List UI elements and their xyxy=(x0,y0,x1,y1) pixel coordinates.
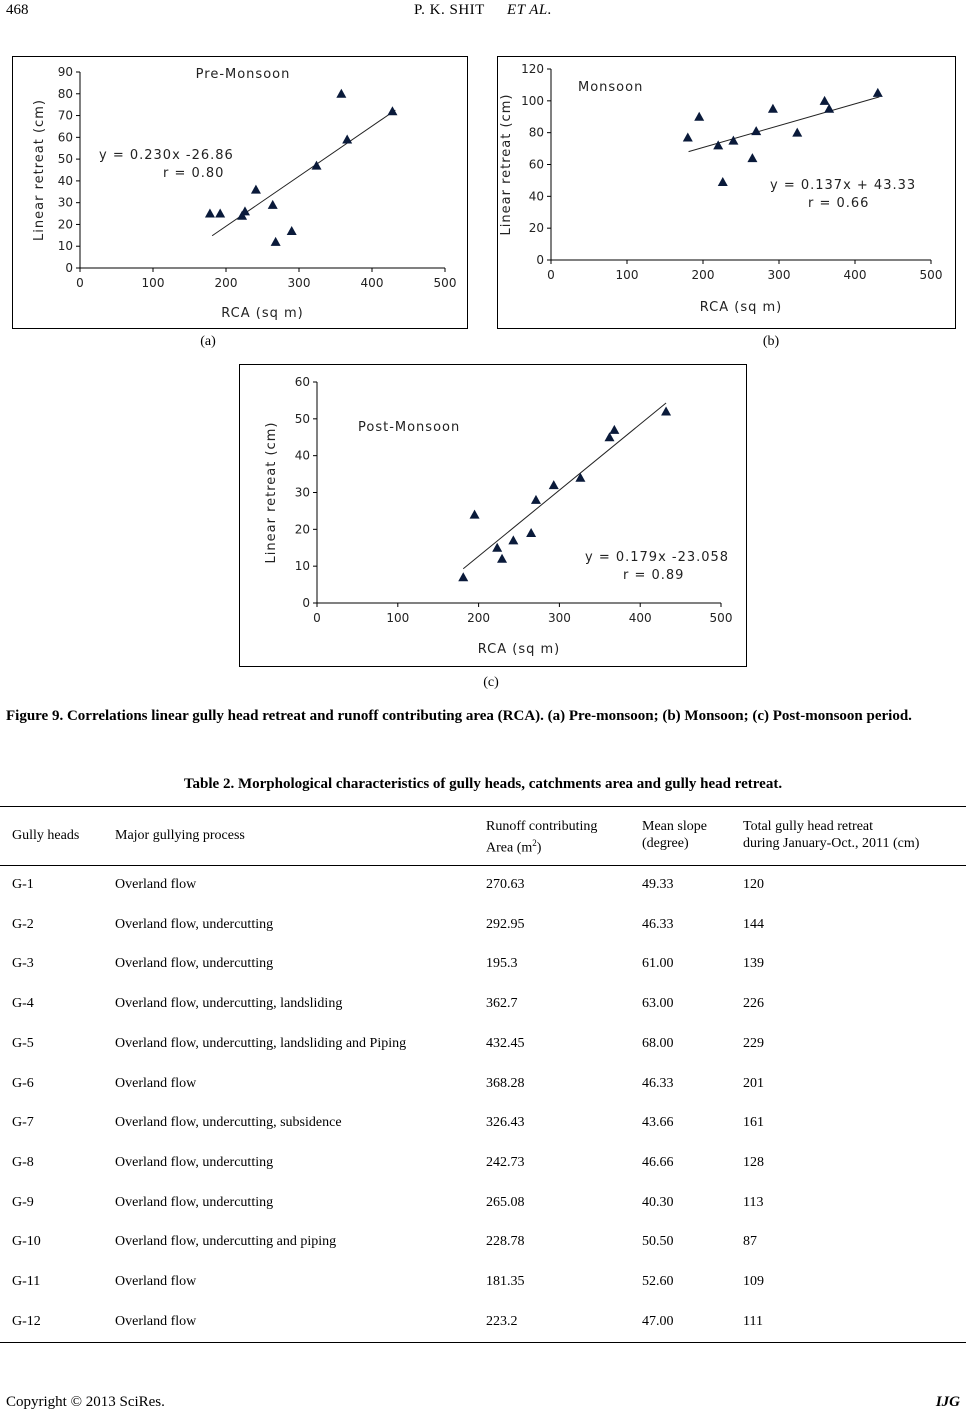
x-tick-label: 500 xyxy=(919,268,943,282)
x-tick-label: 100 xyxy=(615,268,639,282)
chart-monsoon xyxy=(497,56,956,329)
chart-title: Post-Monsoon xyxy=(358,420,461,435)
cell-runoff-area: 223.2 xyxy=(486,1313,518,1329)
data-point xyxy=(387,106,397,115)
cell-gully-head: G-4 xyxy=(12,996,34,1012)
y-tick-label: 0 xyxy=(65,261,73,275)
table-bottom-rule xyxy=(0,1342,966,1343)
cell-runoff-area: 242.73 xyxy=(486,1154,525,1170)
cell-gully-head: G-11 xyxy=(12,1274,41,1289)
cell-gully-head: G-10 xyxy=(12,1234,41,1250)
data-point xyxy=(792,128,802,137)
panel-label-b: (b) xyxy=(762,334,780,349)
y-tick-label: 30 xyxy=(57,195,73,210)
cell-process: Overland flow xyxy=(115,1075,197,1091)
cell-mean-slope: 46.33 xyxy=(642,1075,674,1091)
y-tick-label: 80 xyxy=(57,86,73,101)
y-tick-label: 10 xyxy=(294,559,310,574)
cell-total-retreat: 161 xyxy=(743,1115,764,1131)
y-tick-label: 50 xyxy=(294,411,310,426)
x-tick-label: 300 xyxy=(767,268,791,282)
data-point xyxy=(609,425,619,434)
y-tick-label: 70 xyxy=(57,108,73,123)
cell-gully-head: G-7 xyxy=(12,1115,34,1131)
x-tick-label: 0 xyxy=(547,268,555,282)
x-tick-label: 300 xyxy=(287,276,311,290)
header-authors: P. K. SHIT xyxy=(413,2,485,18)
data-point xyxy=(271,237,281,246)
correlation-coefficient: r = 0.80 xyxy=(163,166,225,181)
cell-runoff-area: 368.28 xyxy=(486,1075,525,1091)
cell-gully-head: G-6 xyxy=(12,1075,34,1091)
data-point xyxy=(336,89,346,98)
data-point xyxy=(497,554,507,563)
cell-runoff-area: 326.43 xyxy=(486,1115,525,1131)
morphology-table xyxy=(0,806,966,1346)
header-runoff-line1: Runoff contributing xyxy=(486,819,598,834)
cell-total-retreat: 113 xyxy=(743,1194,764,1210)
cell-process: Overland flow, undercutting xyxy=(115,956,274,972)
data-point xyxy=(342,135,352,144)
chart-post-monsoon-svg xyxy=(240,365,746,666)
chart-pre-monsoon-svg xyxy=(13,57,467,328)
cell-process: Overland flow, undercutting and piping xyxy=(115,1234,337,1250)
cell-total-retreat: 128 xyxy=(743,1154,764,1170)
chart-monsoon-svg xyxy=(498,57,955,328)
cell-process: Overland flow, undercutting xyxy=(115,1194,274,1210)
footer-copyright: Copyright © 2013 SciRes. xyxy=(6,1394,165,1410)
y-tick-label: 80 xyxy=(528,125,544,140)
x-tick-label: 200 xyxy=(691,268,715,282)
data-point xyxy=(531,495,541,504)
y-tick-label: 20 xyxy=(528,221,544,236)
cell-runoff-area: 181.35 xyxy=(486,1274,525,1289)
cell-runoff-area: 195.3 xyxy=(486,956,518,972)
cell-gully-head: G-2 xyxy=(12,916,34,932)
y-tick-label: 50 xyxy=(57,152,73,167)
cell-process: Overland flow xyxy=(115,1313,197,1329)
y-axis-label: Linear retreat (cm) xyxy=(32,99,47,241)
x-axis-label: RCA (sq m) xyxy=(221,306,304,321)
data-point xyxy=(747,153,757,162)
header-runoff-area xyxy=(486,818,597,857)
x-tick-label: 200 xyxy=(214,276,238,290)
trendline xyxy=(463,403,666,569)
footer-journal: IJG xyxy=(935,1394,960,1410)
cell-mean-slope: 61.00 xyxy=(642,956,674,972)
data-point xyxy=(575,473,585,482)
cell-mean-slope: 43.66 xyxy=(642,1115,674,1131)
header-mean-slope xyxy=(642,818,707,852)
chart-title: Pre-Monsoon xyxy=(195,67,291,82)
x-tick-label: 300 xyxy=(547,611,571,625)
header-process: Major gullying process xyxy=(115,828,245,843)
x-tick-label: 400 xyxy=(628,611,652,625)
cell-mean-slope: 52.60 xyxy=(642,1274,674,1289)
header-retreat-line2: during January-Oct., 2011 (cm) xyxy=(743,836,920,851)
x-tick-label: 400 xyxy=(843,268,867,282)
cell-runoff-area: 292.95 xyxy=(486,916,525,932)
data-point xyxy=(873,88,883,97)
cell-gully-head: G-3 xyxy=(12,956,34,972)
data-point xyxy=(824,104,834,113)
cell-runoff-area: 228.78 xyxy=(486,1234,525,1250)
cell-mean-slope: 46.66 xyxy=(642,1154,674,1170)
y-tick-label: 120 xyxy=(521,62,544,76)
cell-process: Overland flow xyxy=(115,1274,197,1289)
data-point xyxy=(718,177,728,186)
y-tick-label: 60 xyxy=(57,130,73,145)
table-header-rule xyxy=(0,865,966,866)
x-tick-label: 100 xyxy=(141,276,165,290)
cell-runoff-area: 270.63 xyxy=(486,877,525,892)
x-tick-label: 400 xyxy=(360,276,384,290)
data-point xyxy=(508,535,518,544)
chart-pre-monsoon xyxy=(12,56,468,329)
cell-gully-head: G-5 xyxy=(12,1035,34,1051)
cell-total-retreat: 139 xyxy=(743,956,764,972)
cell-process: Overland flow, undercutting xyxy=(115,1154,274,1170)
data-point xyxy=(251,185,261,194)
cell-mean-slope: 40.30 xyxy=(642,1194,674,1210)
data-point xyxy=(768,104,778,113)
cell-process: Overland flow, undercutting xyxy=(115,916,274,932)
cell-total-retreat: 144 xyxy=(743,916,764,932)
cell-total-retreat: 111 xyxy=(743,1313,763,1329)
cell-gully-head: G-12 xyxy=(12,1313,41,1329)
regression-equation: y = 0.230x -26.86 xyxy=(99,148,234,163)
y-tick-label: 20 xyxy=(57,217,73,232)
table-top-rule xyxy=(0,806,966,807)
cell-mean-slope: 63.00 xyxy=(642,996,674,1012)
header-runoff-line2a: Area (m xyxy=(486,840,533,856)
data-point xyxy=(661,406,671,415)
x-tick-label: 500 xyxy=(709,611,733,625)
table-title: Table 2. Morphological characteristics of gully heads, catchments area and gully head retreat. xyxy=(183,776,783,792)
y-tick-label: 60 xyxy=(294,375,310,389)
header-runoff-line2b: ) xyxy=(536,840,542,856)
cell-gully-head: G-9 xyxy=(12,1194,34,1210)
cell-mean-slope: 49.33 xyxy=(642,877,674,892)
data-point xyxy=(205,209,215,218)
cell-total-retreat: 229 xyxy=(743,1035,764,1051)
y-tick-label: 30 xyxy=(294,485,310,500)
y-tick-label: 40 xyxy=(294,448,310,463)
cell-runoff-area: 362.7 xyxy=(486,996,518,1012)
cell-gully-head: G-1 xyxy=(12,877,34,892)
x-tick-label: 0 xyxy=(313,611,321,625)
correlation-coefficient: r = 0.89 xyxy=(623,568,685,583)
x-axis-label: RCA (sq m) xyxy=(477,642,561,657)
cell-mean-slope: 47.00 xyxy=(642,1313,674,1329)
x-tick-label: 500 xyxy=(433,276,457,290)
cell-gully-head: G-8 xyxy=(12,1154,34,1170)
cell-total-retreat: 109 xyxy=(743,1274,764,1289)
cell-mean-slope: 50.50 xyxy=(642,1234,674,1250)
data-point xyxy=(526,528,536,537)
page-number: 468 xyxy=(6,2,29,18)
header-retreat-line1: Total gully head retreat xyxy=(743,819,874,834)
y-tick-label: 60 xyxy=(528,157,544,172)
y-tick-label: 20 xyxy=(294,522,310,537)
x-tick-label: 0 xyxy=(76,276,84,290)
chart-title: Monsoon xyxy=(578,80,644,95)
y-tick-label: 0 xyxy=(302,596,310,610)
data-point xyxy=(683,132,693,141)
cell-total-retreat: 87 xyxy=(743,1234,757,1250)
cell-mean-slope: 46.33 xyxy=(642,916,674,932)
regression-equation: y = 0.179x -23.058 xyxy=(585,550,730,565)
data-point xyxy=(458,572,468,581)
panel-label-c: (c) xyxy=(483,675,499,690)
y-tick-label: 40 xyxy=(528,189,544,204)
cell-runoff-area: 265.08 xyxy=(486,1194,525,1210)
cell-total-retreat: 120 xyxy=(743,877,764,892)
data-point xyxy=(694,112,704,121)
cell-total-retreat: 226 xyxy=(743,996,764,1012)
data-point xyxy=(549,480,559,489)
y-axis-label: Linear retreat (cm) xyxy=(499,93,514,236)
y-tick-label: 0 xyxy=(536,253,544,267)
y-axis-label: Linear retreat (cm) xyxy=(264,421,279,564)
cell-runoff-area: 432.45 xyxy=(486,1035,525,1051)
header-total-retreat xyxy=(743,818,919,852)
chart-post-monsoon xyxy=(239,364,747,667)
cell-process: Overland flow, undercutting, subsidence xyxy=(115,1115,342,1131)
y-tick-label: 40 xyxy=(57,173,73,188)
header-et-al: ET AL. xyxy=(507,2,553,18)
header-slope-line1: Mean slope xyxy=(642,819,707,834)
header-slope-line2: (degree) xyxy=(642,836,689,851)
panel-label-a: (a) xyxy=(200,334,216,349)
header-runoff-sup: 2 xyxy=(532,838,537,848)
cell-process: Overland flow, undercutting, landsliding and Piping xyxy=(115,1035,407,1051)
figure-caption: Figure 9. Correlations linear gully head retreat and runoff contributing area (RCA). (a) Pre-monsoon; (b) Monsoon; (c) Post-monsoon period. xyxy=(6,708,912,724)
x-tick-label: 200 xyxy=(467,611,491,625)
data-point xyxy=(751,126,761,135)
header-gully-heads: Gully heads xyxy=(12,828,80,843)
correlation-coefficient: r = 0.66 xyxy=(808,196,870,211)
data-point xyxy=(268,200,278,209)
data-point xyxy=(215,209,225,218)
running-header xyxy=(0,2,966,19)
cell-mean-slope: 68.00 xyxy=(642,1035,674,1051)
cell-process: Overland flow xyxy=(115,877,197,892)
regression-equation: y = 0.137x + 43.33 xyxy=(770,178,917,193)
x-axis-label: RCA (sq m) xyxy=(699,300,783,315)
y-tick-label: 100 xyxy=(521,93,544,108)
cell-process: Overland flow, undercutting, landsliding xyxy=(115,996,343,1012)
data-point xyxy=(470,510,480,519)
data-point xyxy=(820,96,830,105)
y-tick-label: 10 xyxy=(57,239,73,254)
y-tick-label: 90 xyxy=(57,65,73,79)
x-tick-label: 100 xyxy=(386,611,410,625)
data-point xyxy=(287,226,297,235)
cell-total-retreat: 201 xyxy=(743,1075,764,1091)
